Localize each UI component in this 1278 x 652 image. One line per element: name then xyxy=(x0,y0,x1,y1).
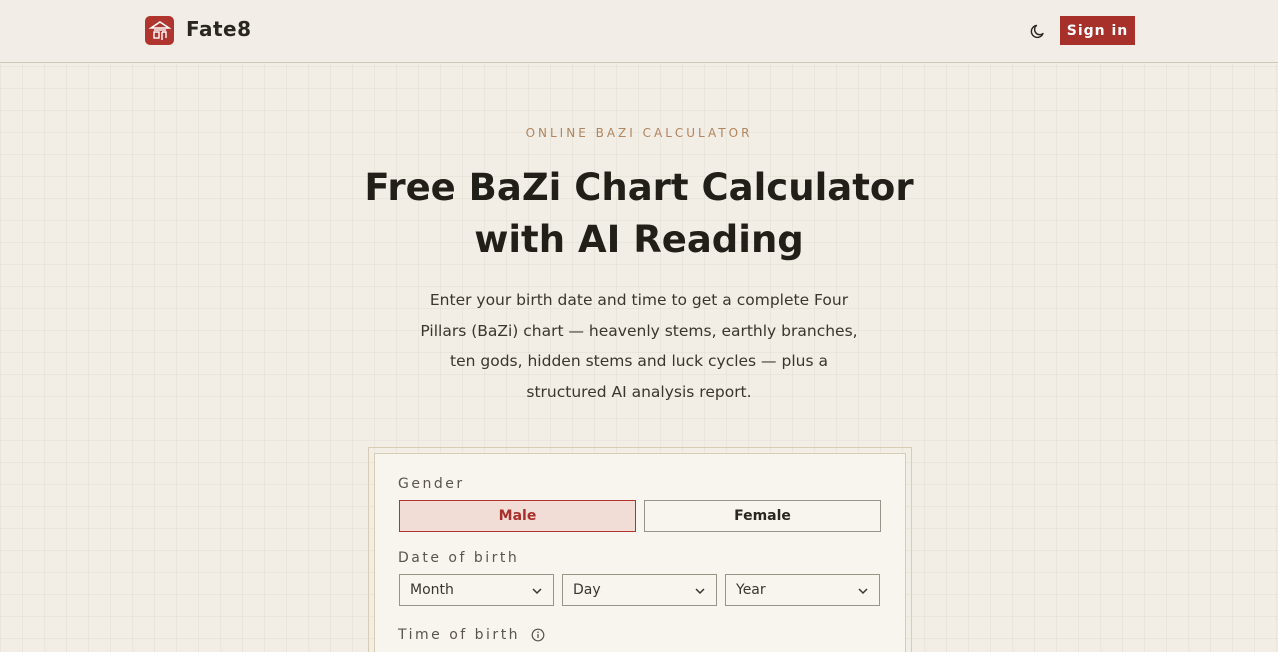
hero-description: Enter your birth date and time to get a complete Four Pillars (BaZi) chart — heavenly stems, earthly branches, ten gods, hidden stems and luck cycles — plus a structured AI analysis report. xyxy=(420,291,858,402)
hero-eyebrow: ONLINE BAZI CALCULATOR xyxy=(525,126,753,140)
year-select[interactable] xyxy=(725,574,880,606)
sign-in-button[interactable]: Sign in xyxy=(1060,16,1135,45)
chevron-down-icon xyxy=(694,585,706,597)
title-line-1: Free BaZi Chart Calculator xyxy=(364,166,914,209)
month-select[interactable] xyxy=(399,574,554,606)
page-title xyxy=(339,162,939,266)
tob-label: Time of birth xyxy=(398,627,521,643)
tob-label-row xyxy=(398,627,545,643)
dob-label: Date of birth xyxy=(398,550,520,566)
day-select-value: Day xyxy=(573,582,601,598)
day-select[interactable] xyxy=(562,574,717,606)
gender-female-button[interactable]: Female xyxy=(644,500,881,532)
info-icon[interactable] xyxy=(531,628,545,642)
brand-name[interactable]: Fate8 xyxy=(186,17,252,41)
temple-logo-icon[interactable] xyxy=(145,16,174,45)
site-header xyxy=(0,0,1278,63)
month-select-value: Month xyxy=(410,582,454,598)
gender-male-button[interactable]: Male xyxy=(399,500,636,532)
gender-label: Gender xyxy=(398,476,465,492)
title-line-2: with AI Reading xyxy=(474,218,804,261)
moon-icon[interactable] xyxy=(1027,20,1049,42)
chevron-down-icon xyxy=(531,585,543,597)
year-select-value: Year xyxy=(736,582,766,598)
chevron-down-icon xyxy=(857,585,869,597)
